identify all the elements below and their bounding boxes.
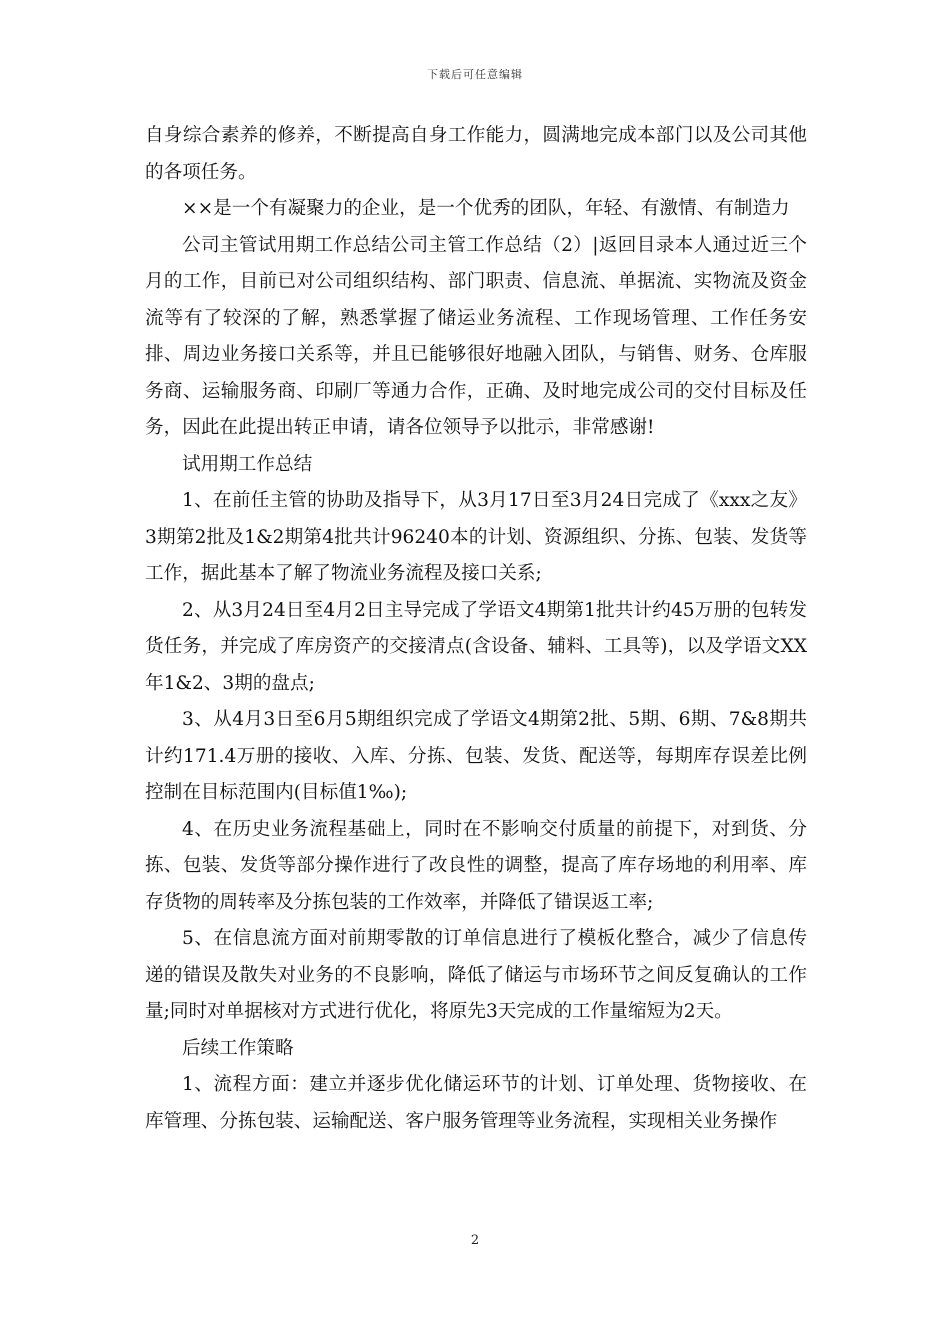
paragraph: ××是一个有凝聚力的企业，是一个优秀的团队，年轻、有激情、有制造力	[182, 198, 790, 219]
list-item: 1、流程方面：建立并逐步优化储运环节的计划、订单处理、货物接收、在库管理、分拣包装、运输配送、客户服务管理等业务流程，实现相关业务操作	[145, 1074, 807, 1132]
list-item: 4、在历史业务流程基础上，同时在不影响交付质量的前提下，对到货、分拣、包装、发货等部分操作进行了改良性的调整，提高了库存场地的利用率、库存货物的周转率及分拣包装的工作效率，并降低了错误返工率;	[145, 818, 807, 913]
list-item: 3、从4月3日至6月5期组织完成了学语文4期第2批、5期、6期、7&8期共计约171.4万册的接收、入库、分拣、包装、发货、配送等，每期库存误差比例控制在目标范围内(目标值1‰);	[145, 709, 807, 803]
page-header: 下载后可任意编辑	[427, 68, 523, 81]
list-item: 1、在前任主管的协助及指导下，从3月17日至3月24日完成了《xxx之友》3期第2批及1&2期第4批共计96240本的计划、资源组织、分拣、包装、发货等工作，据此基本了解了物流业务流程及接口关系;	[145, 490, 807, 584]
page-number: 2	[470, 1233, 480, 1248]
list-item: 2、从3月24日至4月2日主导完成了学语文4期第1批共计约45万册的包转发货任务，并完成了库房资产的交接清点(含设备、辅料、工具等)，以及学语文XX年1&2、3期的盘点;	[145, 599, 807, 694]
section-heading: 后续工作策略	[182, 1037, 294, 1059]
section-heading: 试用期工作总结	[182, 453, 313, 475]
list-item: 5、在信息流方面对前期零散的订单信息进行了模板化整合，减少了信息传递的错误及散失对业务的不良影响，降低了储运与市场环节之间反复确认的工作量;同时对单据核对方式进行优化，将原先3天完成的工作量缩短为2天。	[145, 928, 807, 1022]
paragraph: 公司主管试用期工作总结公司主管工作总结（2）|返回目录本人通过近三个月的工作，目前已对公司组织结构、部门职责、信息流、单据流、实物流及资金流等有了较深的了解，熟悉掌握了储运业务流程、工作现场管理、工作任务安排、周边业务接口关系等，并且已能够很好地融入团队，与销售、财务、仓库服务商、运输服务商、印刷厂等通力合作，正确、及时地完成公司的交付目标及任务，因此在此提出转正申请，请各位领导予以批示，非常感谢!	[145, 234, 807, 438]
document-body	[145, 118, 807, 1140]
paragraph: 自身综合素养的修养，不断提高自身工作能力，圆满地完成本部门以及公司其他的各项任务。	[145, 125, 807, 183]
